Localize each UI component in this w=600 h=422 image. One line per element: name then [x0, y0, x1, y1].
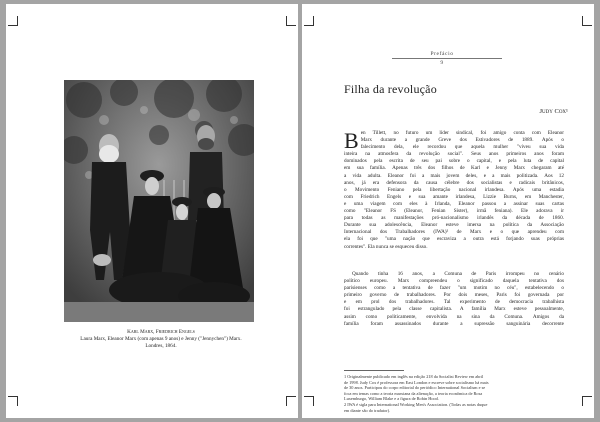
text-line: dominados pela escrita de seu pai sobre o capital, e pela luta de capital — [344, 158, 564, 165]
left-page — [6, 4, 298, 418]
caption-line: Londres, 1864. — [145, 343, 177, 350]
text-line: família foram assassinados durante a supressão sanguinária decorrente — [344, 320, 564, 327]
footnote-line: de 1998. Judy Cox é professora em East London e escreve sobre socialismo há mais — [344, 379, 489, 385]
drop-cap: B — [344, 128, 359, 153]
crop-mark — [578, 392, 592, 406]
text-line: Marx durante a grande Greve dos Estivadores de 1889. Após o — [360, 137, 564, 144]
text-line: com Friedrich Engels e sua amante irlandesa, Lizzie Burns, em Manchester, — [344, 193, 564, 200]
footnote-line: 1 Originalmente publicado em inglês na edição 218 da Socialist Review em abril — [344, 374, 484, 379]
crop-mark — [304, 16, 318, 30]
family-photograph — [64, 80, 254, 322]
paragraph-1 — [344, 130, 564, 251]
crop-mark — [578, 16, 592, 30]
text-line: foi estrangulado pela classe capitalista. A família Marx esteve pessoalmente, — [344, 306, 564, 313]
text-line: ela foi que "uma nação que escraviza a outra está forjando suas próprias — [344, 236, 564, 243]
text-line: em sua família. Apenas três dos filhos de Karl e Jenny Marx chegaram até — [344, 165, 564, 172]
text-line: a vida adulta. Eleanor foi a mais jovem deles, e a mais politizada. Aos 12 — [344, 172, 564, 179]
running-head-rule — [392, 58, 502, 59]
text-line: e em prol dos trabalhadores. Tal experimento de democracia trabalhista — [344, 299, 564, 306]
footnote-line: de 30 anos. Participou do corpo editorial do periódico International Socialism e se — [344, 385, 486, 391]
footnote-line: Luxemburgo, William Blake e a figura de Robin Hood. — [344, 396, 439, 402]
caption-line: Karl Marx, Friedrich Engels — [127, 329, 195, 335]
text-line: inteira na atmosfera da revolução social". Seus anos primeiros anos foram — [344, 151, 564, 158]
footnote-rule — [344, 370, 404, 371]
footnote-line: 2 IWA é sigla para International Working Men's Association. (Todas as notas duque — [344, 401, 488, 407]
crop-mark — [8, 16, 22, 30]
crop-mark — [282, 16, 296, 30]
caption-line: Laura Marx, Eleanor Marx (com apenas 9 anos) e Jenny ("Jennychen") Marx. — [80, 336, 242, 343]
text-line: para todas as manifestações pró-nacionalismo irlandês da década de 1860. — [344, 215, 564, 222]
right-page — [302, 4, 594, 418]
chapter-title: Filha da revolução — [344, 82, 437, 96]
crop-mark — [8, 392, 22, 406]
text-line: e uma viagem com eles à Irlanda, Eleanor passou a assinar suas cartas — [344, 200, 564, 207]
running-head: Prefácio — [430, 51, 454, 57]
footnote-line: foca em temas como a teoria marxiana da alienação, a teoria econômica de Rosa — [344, 390, 483, 396]
text-line: assim como politicamente, envolvida na sina da Comuna. Amigos da — [344, 313, 564, 320]
page-number: 9 — [440, 60, 444, 66]
footnote-line: em diante são do tradutor). — [344, 407, 391, 413]
text-line: anos, já era defensora da causa célebre dos socialistas e radicais britânicos, — [344, 179, 564, 186]
text-line: político europeu. Marx compreendeu o significado daquela tentativa dos — [344, 278, 564, 285]
paragraph-2 — [344, 271, 564, 328]
footnotes — [344, 374, 564, 413]
crop-mark — [304, 392, 318, 406]
text-line: parisienses como a tentativa de fazer "um motim no céu", estabelecendo o — [344, 285, 564, 292]
text-line: falecimento dela, ele recordou que aquela mulher "viveu sua vida — [360, 144, 564, 151]
text-line: correntes". Ela nunca se esqueceu disso. — [344, 243, 428, 250]
text-line: primeiro governo de trabalhadores. Por dois meses, Paris foi governada por — [344, 292, 564, 299]
crop-mark — [282, 392, 296, 406]
chapter-author: Judy Cox¹ — [539, 108, 568, 115]
text-line: en Tillett, no futuro um líder sindical, foi amigo conta com Eleanor — [360, 130, 564, 136]
text-line: o Movimento Feniano pela libertação nacional irlandesa. Após uma estadia — [344, 186, 564, 193]
text-line: Durante sua adolescência, Eleanor esteve imersa na política da Associação — [344, 222, 564, 229]
text-line: como "Eleanor FS (Eleanor, Fenian Sister), irmã feniana). Ele adorava ir — [344, 208, 564, 215]
photo-caption — [36, 329, 286, 351]
text-line: Quando tinha 16 anos, a Comuna de Paris irrompeu no cenário — [352, 271, 564, 277]
text-line: Internacional dos Trabalhadores (IWA)² de Marx e o que aprendeu com — [344, 229, 564, 236]
